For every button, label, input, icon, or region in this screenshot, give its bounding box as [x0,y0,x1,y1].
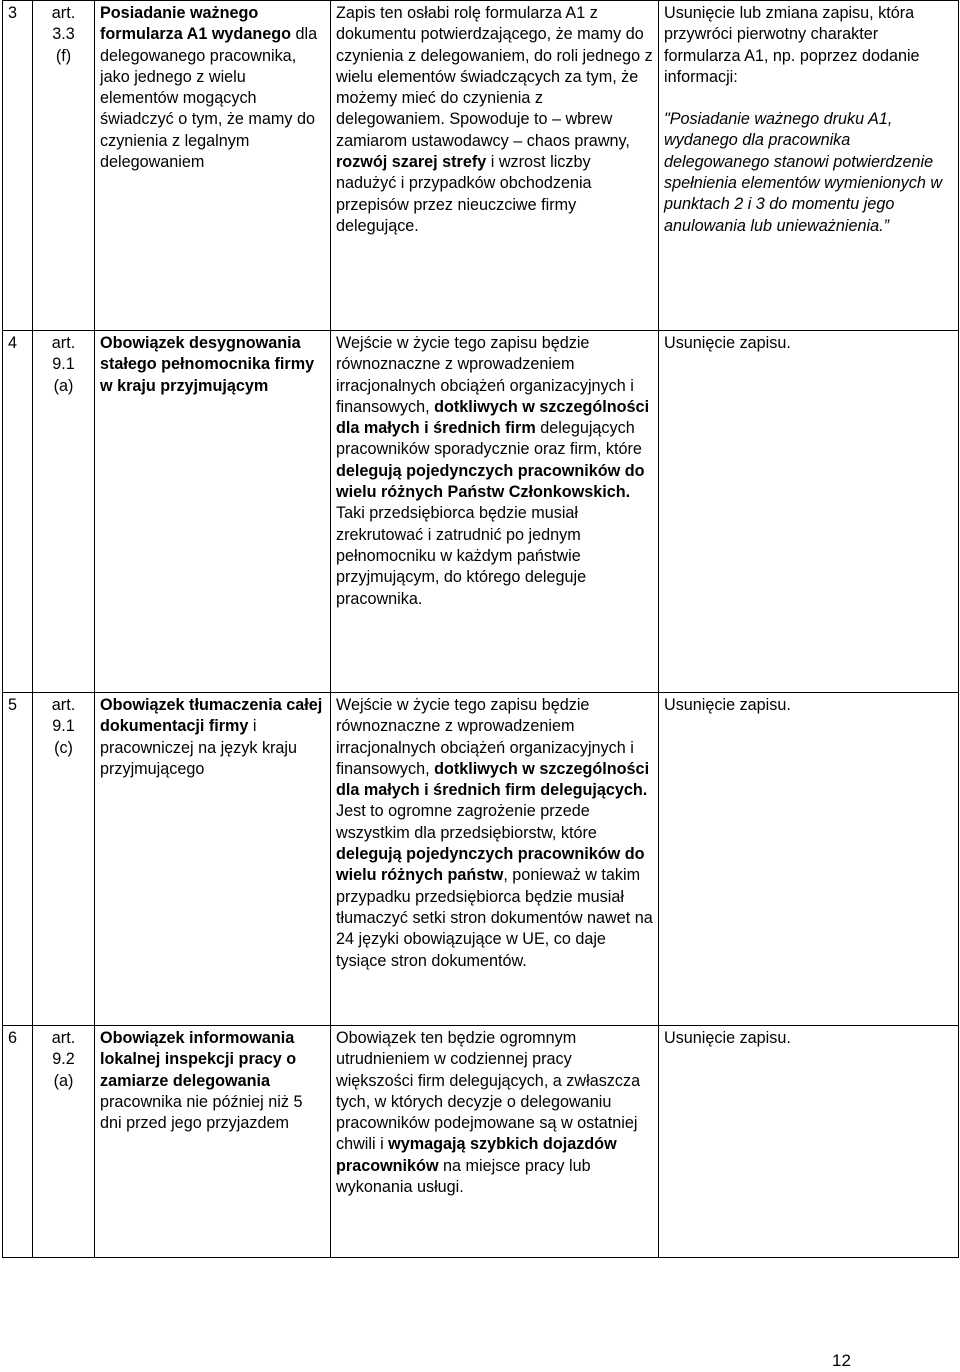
impact-text: Zapis ten osłabi rolę formularza A1 z dokumentu potwierdzającego, że mamy do czynienia z delegowaniem, do roli jednego z wielu elementów świadczących za tym, że możemy mieć do czynienia z delegowaniem. Spowoduje to – wbrew zamiarom ustawodawcy – chaos prawny, [336,4,653,150]
requirement-text: Obowiązek desygnowania stałego pełnomocnika firmy w kraju przyjmującym [100,334,315,395]
requirement-cell [95,1,331,331]
requirement-text: dla delegowanego pracownika, jako jednego z wielu elementów mogących świadczyć o tym, że mamy do czynienia z legalnym delegowaniem [100,25,318,172]
article-line: 3.3 [52,25,75,44]
proposal-cell [659,693,959,1026]
requirement-cell [95,1026,331,1258]
proposal-cell [659,1,959,331]
impact-text: wymagają szybkich dojazdów pracowników [336,1135,617,1175]
article-line: 9.1 [52,717,75,736]
requirement-cell [95,331,331,693]
proposal-cell [659,331,959,693]
impact-text: dotkliwych w szczególności dla małych i średnich firm delegujących. [336,759,650,800]
impact-cell [331,1,659,331]
article-line: art. [51,4,76,22]
impact-text: delegują pojedynczych pracowników do wielu różnych Państw Członkowskich. [336,461,645,502]
impact-text: i wzrost liczby nadużyć i przypadków obchodzenia przepisów przez nieuczciwe firmy delegujące. [336,153,592,235]
article-line: art. [51,1029,76,1047]
impact-cell [331,1026,659,1258]
requirement-cell [95,693,331,1026]
impact-text: rozwój szarej strefy [336,153,487,172]
impact-cell [331,693,659,1026]
impact-text: Wejście w życie tego zapisu będzie równoznaczne z wprowadzeniem irracjonalnych obciążeń organizacyjnych i finansowych, [336,696,634,778]
article-line: art. [51,696,76,714]
impact-text: delegują pojedynczych pracowników do wielu różnych państw [336,845,645,885]
proposals-table [2,0,959,1258]
impact-text: Taki przedsiębiorca będzie musiał zrekrutować i zatrudnić po jednym pełnomocniku w każdym państwie przyjmującym, do którego deleguje pracownika. [336,504,587,608]
impact-text: Obowiązek ten będzie ogromnym utrudnieniem w codziennej pracy większości firm delegujących, a zwłaszcza tych, w których decyzje o delegowaniu pracowników podejmowane są w ostatniej chwili i [336,1029,641,1154]
requirement-text: Posiadanie ważnego formularza A1 wydanego [100,4,291,44]
impact-text: Wejście w życie tego zapisu będzie równoznaczne z wprowadzeniem irracjonalnych obciążeń organizacyjnych i finansowych, [336,334,634,416]
row-number: 3 [3,1,33,331]
impact-text: , ponieważ w takim przypadku przedsiębiorca będzie musiał tłumaczyć setki stron dokumentów nawet na 24 języki obowiązujące w UE, co daje tysiące stron dokumentów. [336,866,653,970]
proposal-text: Usunięcie lub zmiana zapisu, która przywróci pierwotny charakter formularza A1, np. poprzez dodanie informacji: [664,4,920,86]
proposal-text: Usunięcie zapisu. [664,1029,791,1047]
article-line: (f) [55,46,72,65]
article-line: (c) [54,738,73,757]
article-line: (a) [53,376,74,395]
impact-cell [331,331,659,693]
table-row [3,693,959,1026]
article-reference [33,1,95,331]
article-line: (a) [53,1071,74,1090]
article-line: art. [51,334,76,352]
impact-text: delegujących pracowników sporadycznie oraz firm, które [336,419,642,459]
requirement-text: Obowiązek tłumaczenia całej dokumentacji firmy [100,696,323,736]
proposal-text: Usunięcie zapisu. [664,334,791,352]
article-reference [33,1026,95,1258]
row-number: 5 [3,693,33,1026]
table-row [3,331,959,693]
article-reference [33,693,95,1026]
article-line: 9.2 [52,1050,75,1069]
requirement-text: Obowiązek informowania lokalnej inspekcji pracy o zamiarze delegowania [100,1029,297,1090]
row-number: 6 [3,1026,33,1258]
table-row [3,1,959,331]
impact-text: Jest to ogromne zagrożenie przede wszystkim dla przedsiębiorstw, które [336,802,597,842]
impact-text: dotkliwych w szczególności dla małych i średnich firm [336,397,650,438]
row-number: 4 [3,331,33,693]
proposal-text: "Posiadanie ważnego druku A1, wydanego dla pracownika delegowanego stanowi potwierdzenie spełnienia elementów wymienionych w punktach 2 i 3 do momentu jego anulowania lub unieważnienia.” [664,110,943,235]
table-row [3,1026,959,1258]
requirement-text: pracownika nie później niż 5 dni przed jego przyjazdem [100,1092,303,1133]
impact-text: na miejsce pracy lub wykonania usługi. [336,1156,591,1197]
proposal-cell [659,1026,959,1258]
article-reference [33,331,95,693]
requirement-text: i pracowniczej na język kraju przyjmującego [100,717,298,778]
page-number: 12 [832,1351,851,1370]
proposal-text: Usunięcie zapisu. [664,696,791,714]
article-line: 9.1 [52,355,75,374]
